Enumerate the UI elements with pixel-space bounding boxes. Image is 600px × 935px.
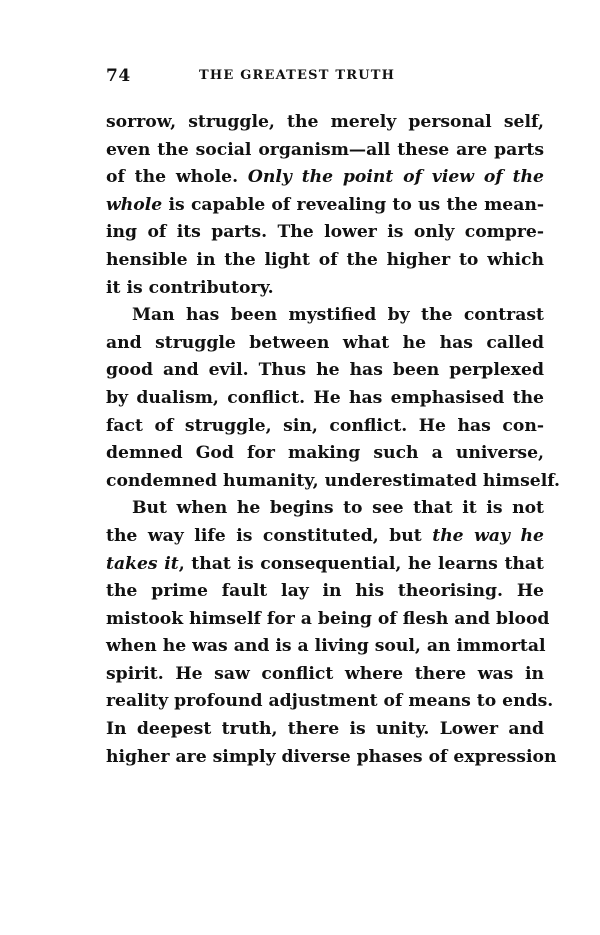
- text-line: [106, 413, 544, 441]
- text-segment: spirit. He saw conflict where there was in: [106, 663, 544, 684]
- text-segment: of the whole.: [106, 167, 248, 188]
- italic-text-segment: whole: [106, 194, 163, 215]
- text-line: [106, 192, 544, 220]
- italic-text-segment: takes it: [106, 553, 179, 574]
- text-segment: it is contributory.: [106, 277, 274, 298]
- running-title: THE GREATEST TRUTH: [199, 68, 396, 83]
- text-line: [106, 688, 554, 716]
- text-segment: But when he begins to see that it is not: [132, 498, 544, 519]
- text-line: [106, 716, 544, 744]
- page-number: 74: [106, 66, 131, 86]
- text-segment: hensible in the light of the higher to which: [106, 249, 544, 270]
- text-segment: by dualism, conflict. He has emphasised the: [106, 387, 544, 408]
- text-segment: Man has been mystified by the contrast: [132, 305, 544, 326]
- text-line: [106, 219, 544, 247]
- paragraph: [106, 495, 557, 771]
- text-segment: reality profound adjustment of means to ends.: [106, 691, 554, 712]
- text-segment: ing of its parts. The lower is only compre-: [106, 222, 544, 243]
- text-segment: condemned humanity, underestimated himself.: [106, 470, 560, 491]
- text-line: [106, 357, 544, 385]
- text-segment: mistook himself for a being of flesh and blood: [106, 608, 550, 629]
- text-line: [106, 744, 557, 772]
- text-line: [106, 633, 544, 661]
- paragraph: [106, 109, 544, 302]
- text-segment: good and evil. Thus he has been perplexed: [106, 360, 544, 381]
- text-segment: when he was and is a living soul, an immortal: [106, 636, 546, 657]
- text-line: [106, 578, 544, 606]
- text-segment: demned God for making such a universe,: [106, 443, 544, 464]
- text-line: [106, 606, 550, 634]
- text-segment: and struggle between what he has called: [106, 332, 544, 353]
- italic-text-segment: Only the point of view of the: [247, 167, 544, 188]
- text-segment: sorrow, struggle, the merely personal self,: [106, 112, 544, 132]
- text-line: [106, 109, 544, 137]
- text-segment: the prime fault lay in his theorising. He: [106, 581, 544, 602]
- text-line: [106, 495, 544, 523]
- italic-text-segment: the way he: [432, 525, 544, 546]
- text-segment: , that is consequential, he learns that: [178, 553, 544, 574]
- text-segment: even the social organism—all these are parts: [106, 139, 544, 160]
- text-segment: fact of struggle, sin, conflict. He has con-: [106, 415, 544, 436]
- text-line: [106, 302, 544, 330]
- text-line: [106, 164, 544, 192]
- body-text: [106, 109, 560, 771]
- text-segment: higher are simply diverse phases of expression: [106, 746, 557, 767]
- text-line: [106, 661, 544, 689]
- text-line: [106, 523, 544, 551]
- paragraph: [106, 302, 560, 495]
- text-line: [106, 247, 544, 275]
- text-segment: In deepest truth, there is unity. Lower and: [106, 719, 544, 740]
- text-segment: is capable of revealing to us the mean-: [162, 194, 544, 215]
- text-line: [106, 551, 544, 579]
- running-head: [106, 66, 544, 90]
- text-line: [106, 440, 544, 468]
- text-line: [106, 385, 544, 413]
- text-line: [106, 468, 560, 496]
- text-segment: the way life is constituted, but: [106, 525, 433, 546]
- text-line: [106, 137, 544, 165]
- text-line: [106, 330, 544, 358]
- text-line: [106, 275, 544, 303]
